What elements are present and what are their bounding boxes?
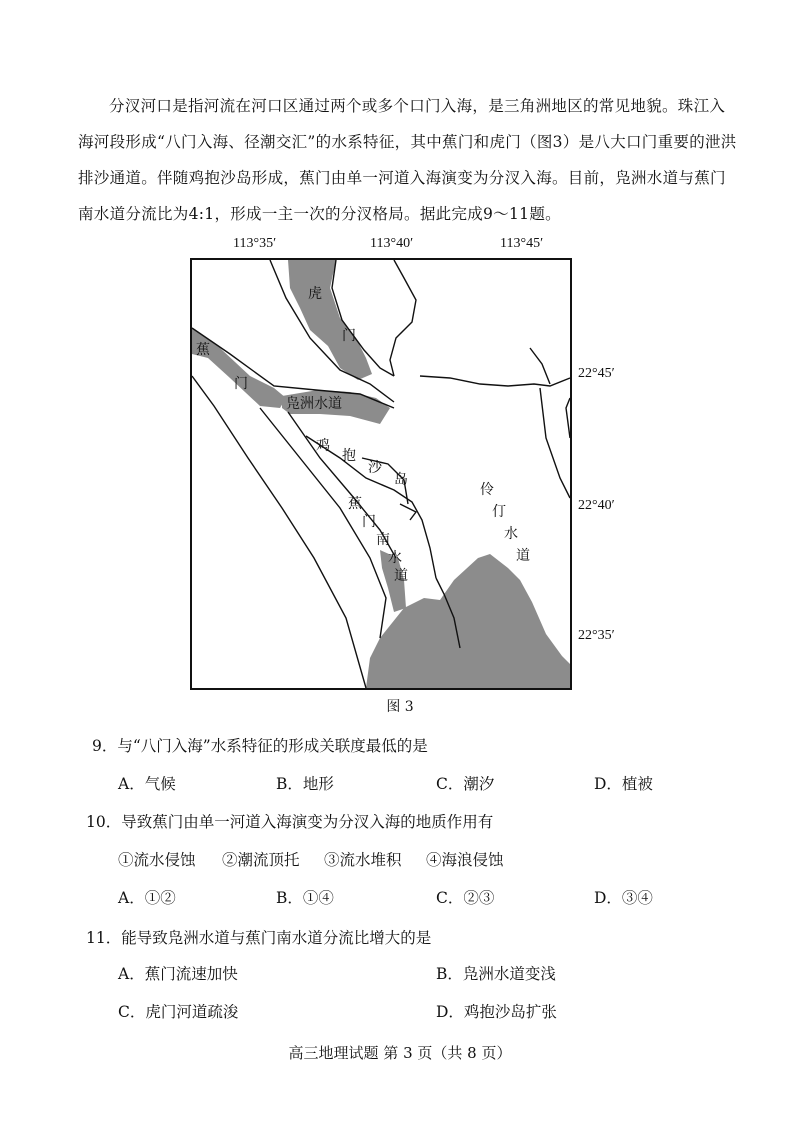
item-1: ①流水侵蚀 — [118, 851, 196, 869]
label-jiaomen-1: 蕉 — [196, 342, 210, 358]
option-c[interactable]: C．②③ — [436, 889, 495, 907]
label-humen-2: 门 — [342, 328, 356, 344]
label-jiaomen-south-3: 南 — [376, 532, 390, 548]
option-b[interactable]: B．凫洲水道变浅 — [436, 965, 556, 983]
question-number: 11． — [86, 929, 122, 947]
label-jiaomen-south-2: 门 — [362, 514, 376, 530]
label-jiaomen-south-1: 蕉 — [348, 496, 362, 512]
item-4: ④海浪侵蚀 — [426, 851, 504, 869]
option-b[interactable]: B．地形 — [276, 775, 334, 793]
lat-label-2: 22°40′ — [578, 498, 615, 513]
intro-text: 分汊河口是指河流在河口区通过两个或多个口门入海，是三角洲地区的常见地貌。珠江入海河段形成“八门入海、径潮交汇”的水系特征，其中蕉门和虎门（图3）是八大口门重要的泄洪排沙通道。伴随鸡抱沙岛形成，蕉门由单一河道入海演变为分汊入海。目前，凫洲水道与蕉门南水道分流比为4:1，形成一主一次的分汊格局。据此完成9～11题。 — [78, 97, 737, 223]
question-stem: 导致蕉门由单一河道入海演变为分汊入海的地质作用有 — [121, 813, 494, 831]
estuary-map-svg — [190, 258, 572, 690]
label-lingding-2: 仃 — [492, 504, 506, 520]
option-a[interactable]: A．蕉门流速加快 — [118, 965, 238, 983]
item-2: ②潮流顶托 — [222, 851, 300, 869]
item-3: ③流水堆积 — [324, 851, 402, 869]
label-lingding-3: 水 — [504, 526, 518, 542]
question-stem: 能导致凫洲水道与蕉门南水道分流比增大的是 — [121, 929, 432, 947]
lon-label-2: 113°40′ — [370, 236, 414, 251]
option-c[interactable]: C．虎门河道疏浚 — [118, 1003, 239, 1021]
question-number: 9． — [92, 737, 118, 755]
lon-label-1: 113°35′ — [233, 236, 277, 251]
lon-label-3: 113°45′ — [500, 236, 544, 251]
lat-label-3: 22°35′ — [578, 628, 615, 643]
label-jibaosha-3: 沙 — [368, 460, 382, 476]
option-d[interactable]: D．鸡抱沙岛扩张 — [436, 1003, 557, 1021]
question-10 — [86, 810, 493, 832]
option-b[interactable]: B．①④ — [276, 889, 334, 907]
option-a[interactable]: A．气候 — [118, 775, 176, 793]
label-lingding-4: 道 — [516, 548, 530, 564]
lat-label-1: 22°45′ — [578, 366, 615, 381]
label-jibaosha-2: 抱 — [342, 448, 356, 464]
label-humen-1: 虎 — [308, 286, 322, 302]
label-jiaomen-2: 门 — [234, 376, 248, 392]
intro-paragraph — [78, 88, 738, 232]
question-11 — [86, 926, 431, 948]
label-fuzhou: 凫洲水道 — [286, 396, 342, 412]
estuary-map — [190, 258, 572, 690]
question-number: 10． — [86, 813, 122, 831]
label-jiaomen-south-5: 道 — [394, 568, 408, 584]
option-d[interactable]: D．植被 — [594, 775, 653, 793]
figure-caption: 图 3 — [386, 699, 414, 715]
label-jibaosha-4: 岛 — [394, 472, 408, 488]
question-9 — [92, 734, 428, 756]
option-c[interactable]: C．潮汐 — [436, 775, 495, 793]
label-jiaomen-south-4: 水 — [388, 550, 402, 566]
label-jibaosha-1: 鸡 — [316, 438, 330, 454]
option-d[interactable]: D．③④ — [594, 889, 653, 907]
question-stem: 与“八门入海”水系特征的形成关联度最低的是 — [117, 737, 428, 755]
page-footer: 高三地理试题 第 3 页（共 8 页） — [288, 1044, 512, 1062]
label-lingding-1: 伶 — [480, 482, 494, 498]
option-a[interactable]: A．①② — [118, 889, 176, 907]
